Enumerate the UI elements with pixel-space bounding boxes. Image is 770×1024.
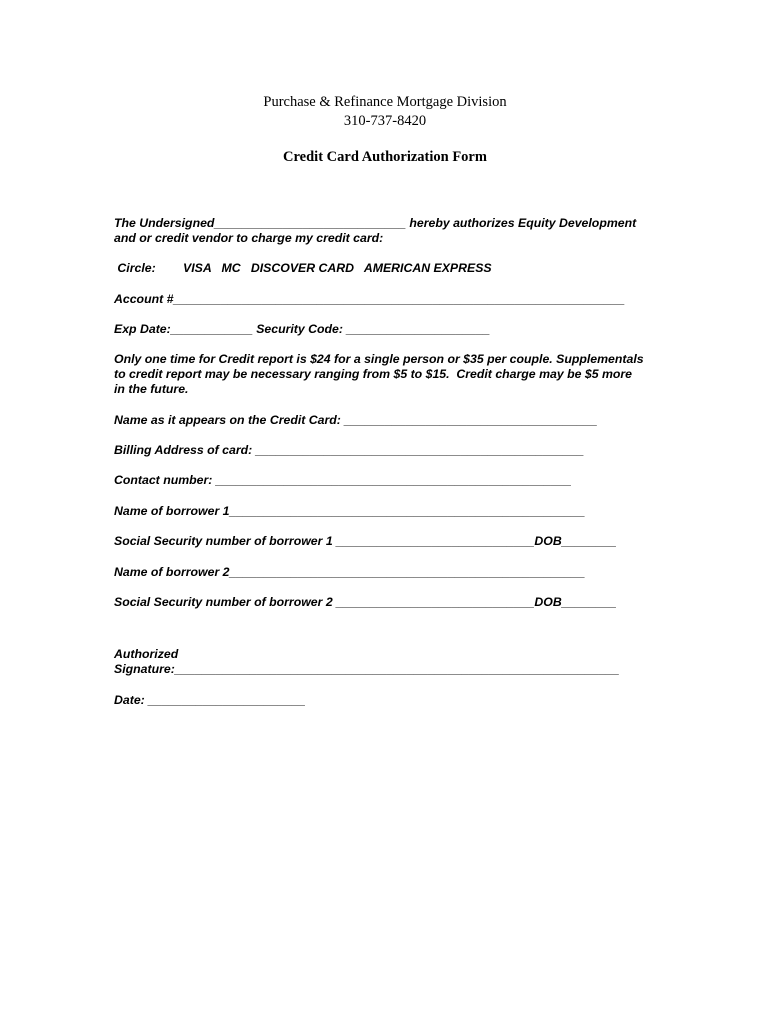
billing-address-field: Billing Address of card: ________________________________________________ xyxy=(114,443,584,457)
borrower-1-name-field: Name of borrower 1____________________________________________________ xyxy=(114,504,586,518)
notice-line-3: in the future. xyxy=(114,382,189,396)
division-phone: 310-737-8420 xyxy=(343,113,427,129)
authorized-label: Authorized xyxy=(114,647,179,661)
borrower-1-ssn-dob-field: Social Security number of borrower 1 _____________________________DOB________ xyxy=(114,534,617,548)
exp-date-security-code-field: Exp Date:____________ Security Code: _____________________ xyxy=(114,322,491,336)
date-field: Date: _______________________ xyxy=(114,693,306,707)
borrower-2-ssn-dob-field: Social Security number of borrower 2 _____________________________DOB________ xyxy=(114,595,617,609)
account-number-field: Account #__________________________________________________________________ xyxy=(114,292,625,306)
name-on-card-field: Name as it appears on the Credit Card: _____________________________________ xyxy=(114,413,598,427)
notice-line-1: Only one time for Credit report is $24 for a single person or $35 per couple. Supplementals xyxy=(114,352,644,366)
card-type-circle-line: Circle: VISA MC DISCOVER CARD AMERICAN EXPRESS xyxy=(114,261,492,275)
division-name: Purchase & Refinance Mortgage Division xyxy=(263,94,507,110)
notice-line-2: to credit report may be necessary ranging from $5 to $15. Credit charge may be $5 more xyxy=(114,367,633,381)
undersigned-line-1: The Undersigned____________________________ hereby authorizes Equity Development xyxy=(114,216,637,230)
borrower-2-name-field: Name of borrower 2____________________________________________________ xyxy=(114,565,586,579)
contact-number-field: Contact number: ____________________________________________________ xyxy=(114,473,572,487)
signature-field: Signature:_________________________________________________________________ xyxy=(114,662,620,676)
undersigned-line-2: and or credit vendor to charge my credit card: xyxy=(114,231,384,245)
form-title: Credit Card Authorization Form xyxy=(283,149,487,165)
